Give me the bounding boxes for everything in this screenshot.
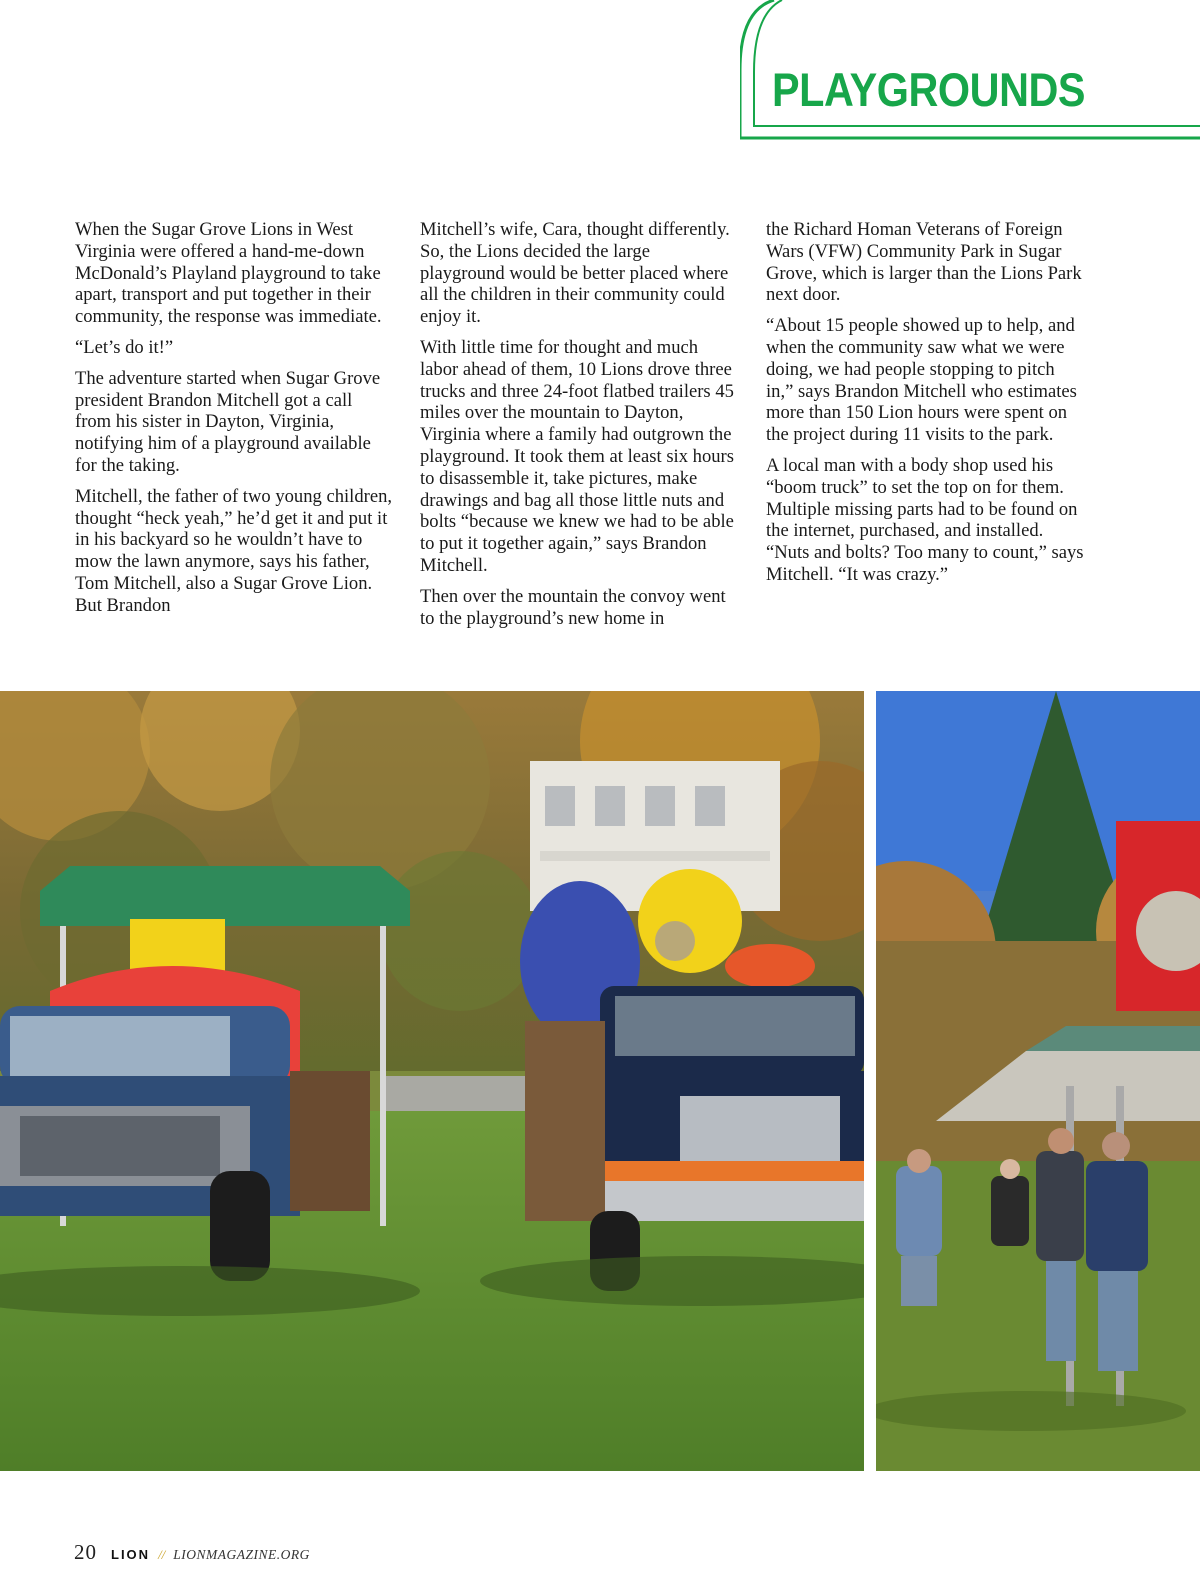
paragraph: When the Sugar Grove Lions in West Virginia were offered a hand-me-down McDonald’s Playland playground to take apart, transport and put together in their community, the response was immediate.	[75, 219, 382, 328]
trucks-photo	[0, 691, 864, 1471]
paragraph: “About 15 people showed up to help, and when the community saw what we were doing, we had people stopping to pitch in,” says Brandon Mitchell who estimates more than 150 Lion hours were spent on the project during 11 visits to the park.	[766, 315, 1077, 446]
paragraph: The adventure started when Sugar Grove president Brandon Mitchell got a call from his sister in Dayton, Virginia, notifying him of a playground available for the taking.	[75, 367, 381, 476]
article-column-2	[420, 219, 738, 638]
volunteers-photo	[876, 691, 1200, 1471]
paragraph: With little time for thought and much labor ahead of them, 10 Lions drove three trucks and three 24-foot flatbed trailers 45 miles over the mountain to Dayton, Virginia where a family had outgrown the playground. It took them at least six hours to disassemble it, take pictures, make drawings and bag all those little nuts and bolts “because we knew we had to be able to put it together again,” says Brandon Mitchell.	[420, 336, 734, 576]
page-footer	[74, 1540, 310, 1565]
page-number: 20	[74, 1540, 97, 1564]
magazine-name: LION	[111, 1547, 151, 1562]
paragraph: A local man with a body shop used his “boom truck” to set the top on for them. Multiple missing parts had to be found on the internet, purchased, and installed. “Nuts and bolts? Too many to count,” says Mitchell. “It was crazy.”	[766, 454, 1084, 585]
paragraph: Mitchell’s wife, Cara, thought differently. So, the Lions decided the large playground would be better placed where all the children in their community could enjoy it.	[420, 219, 730, 328]
section-title: PLAYGROUNDS	[772, 63, 1086, 116]
footer-separator: //	[158, 1547, 166, 1562]
paragraph: Then over the mountain the convoy went to the playground’s new home in	[420, 585, 726, 629]
paragraph: Mitchell, the father of two young children, thought “heck yeah,” he’d get it and put it in his backyard so he wouldn’t have to mow the lawn anymore, says his father, Tom Mitchell, also a Sugar Grove Lion. But Brandon	[75, 485, 393, 616]
article-column-1	[75, 219, 393, 626]
magazine-website: LIONMAGAZINE.ORG	[173, 1547, 310, 1562]
article-column-3	[766, 219, 1084, 595]
paragraph: the Richard Homan Veterans of Foreign Wars (VFW) Community Park in Sugar Grove, which is larger than the Lions Park next door.	[766, 219, 1082, 306]
paragraph: “Let’s do it!”	[75, 336, 174, 358]
